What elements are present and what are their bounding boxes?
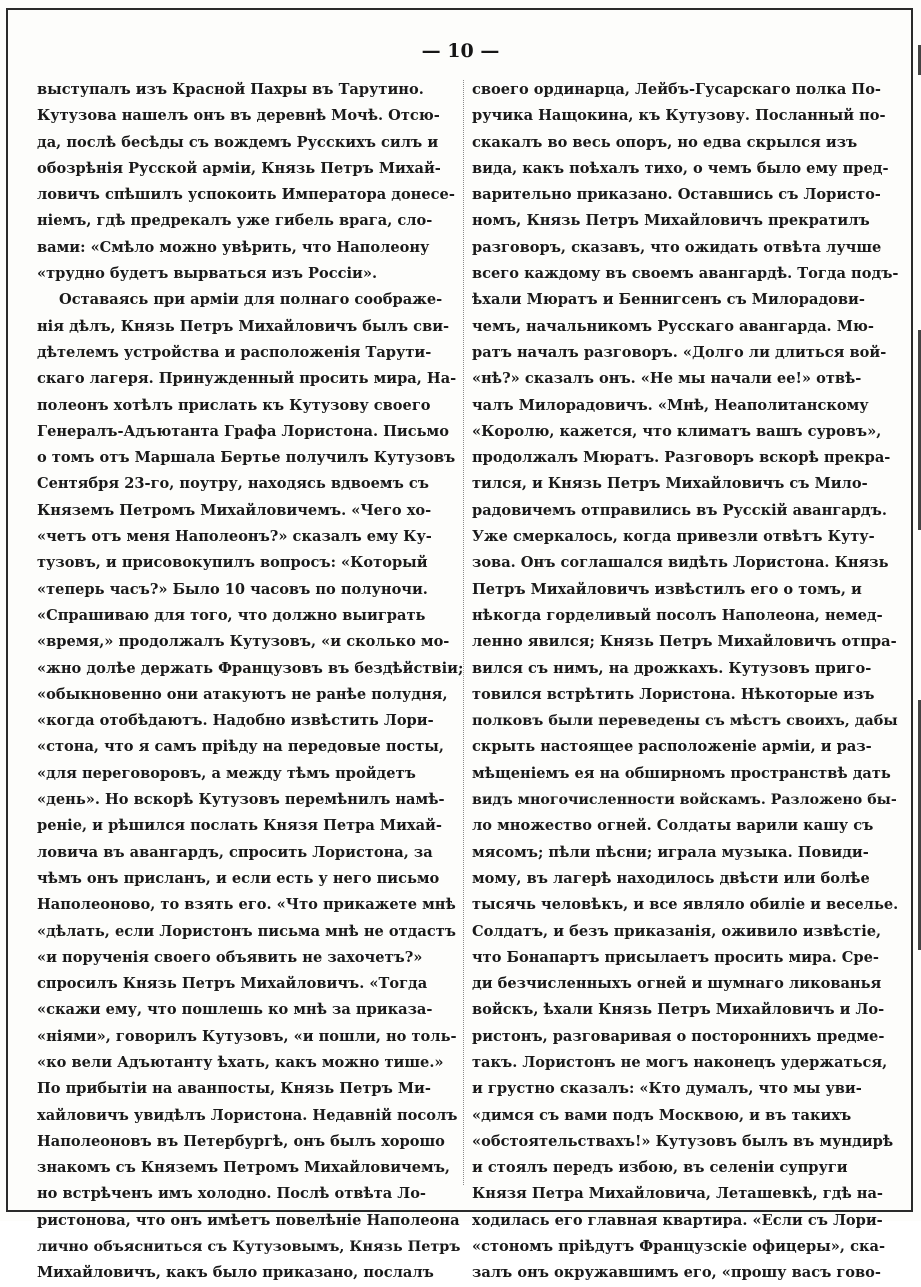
text-line: знакомъ съ Княземъ Петромъ Михайловичемъ,	[37, 1159, 450, 1177]
text-line: полковъ были переведены съ мѣстъ своихъ, дабы	[472, 712, 898, 730]
text-line: «обстоятельствахъ!» Кутузовъ былъ въ мундирѣ	[472, 1132, 894, 1150]
text-line: скаго лагеря. Принужденный просить мира, На-	[37, 370, 457, 388]
text-line: «когда отобѣдаютъ. Надобно извѣстить Лори-	[37, 712, 434, 730]
text-line: «обыкновенно они атакуютъ не ранѣе полудня,	[37, 685, 448, 703]
text-line: но встрѣченъ имъ холодно. Послѣ отвѣта Ло-	[37, 1185, 426, 1203]
text-line: чемъ, начальникомъ Русскаго авангарда. Мю-	[472, 317, 874, 335]
text-line: да, послѣ бесѣды съ вождемъ Русскихъ силъ и	[37, 133, 439, 151]
text-line: ловичъ спѣшилъ успокоить Императора донесе-	[37, 186, 455, 204]
text-line: «димся съ вами подъ Москвою, и въ такихъ	[472, 1106, 852, 1124]
text-line: «и порученія своего объявить не захочетъ?»	[37, 948, 423, 966]
text-line: спросилъ Князь Петръ Михайловичъ. «Тогда	[37, 975, 428, 993]
text-line: Уже смеркалось, когда привезли отвѣтъ Куту-	[472, 528, 875, 546]
text-line: ловича въ авангардъ, спросить Лористона, за	[37, 843, 433, 861]
text-line: «дѣлать, если Лористонъ письма мнѣ не отдастъ	[37, 922, 456, 940]
text-line: ристонъ, разговаривая о постороннихъ предме-	[472, 1027, 885, 1045]
text-line: ручика Нащокина, къ Кутузову. Посланный по-	[472, 107, 886, 125]
text-line: «Спрашиваю для того, что должно выиграть	[37, 606, 426, 624]
text-line: всего каждому въ своемъ авангардѣ. Тогда подъ-	[472, 265, 899, 283]
text-line: чалъ Милорадовичъ. «Мнѣ, Неаполитанскому	[472, 396, 869, 414]
page-number: — 10 —	[421, 40, 500, 62]
text-line: ѣхали Мюратъ и Беннигсенъ съ Милорадови-	[472, 291, 865, 309]
text-line: ратъ началъ разговоръ. «Долго ли длиться вой-	[472, 343, 887, 361]
text-line: мому, въ лагерѣ находилось двѣсти или болѣе	[472, 869, 870, 887]
text-line: полеонъ хотѣлъ прислать къ Кутузову своего	[37, 396, 431, 414]
text-line: залъ онъ окружавшимъ его, «прошу васъ гово-	[472, 1264, 881, 1282]
text-line: товился встрѣтить Лористона. Нѣкоторые изъ	[472, 685, 875, 703]
text-line: тузовъ, и присовокупилъ вопросъ: «Который	[37, 554, 428, 572]
text-line: «скажи ему, что пошлешь ко мнѣ за приказа-	[37, 1001, 433, 1019]
text-line: Кутузова нашелъ онъ въ деревнѣ Мочѣ. Отсю-	[37, 107, 440, 125]
text-line: ходилась его главная квартира. «Если съ Лори-	[472, 1211, 883, 1229]
text-line: выступалъ изъ Красной Пахры въ Тарутино.	[37, 81, 424, 98]
left-column	[37, 77, 465, 1282]
text-line: Михайловичъ, какъ было приказано, послалъ	[37, 1264, 434, 1282]
text-line: Петръ Михайловичъ извѣстилъ его о томъ, и	[472, 580, 862, 598]
text-line: ристонова, что онъ имѣетъ повелѣніе Наполеона	[37, 1211, 460, 1229]
text-line: ло множество огней. Солдаты варили кашу съ	[472, 817, 874, 835]
text-line: такъ. Лористонъ не могъ наконецъ удержаться,	[472, 1053, 888, 1071]
text-line: реніе, и рѣшился послать Князя Петра Михай-	[37, 817, 442, 835]
text-line: ди безчисленныхъ огней и шумнаго ликованья	[472, 975, 882, 993]
text-line: «день». Но вскорѣ Кутузовъ перемѣнилъ намѣ-	[37, 791, 445, 809]
text-line: своего ординарца, Лейбъ-Гусарскаго полка По-	[472, 81, 881, 98]
text-line: зова. Онъ соглашался видѣть Лористона. Князь	[472, 554, 889, 572]
text-line: мѣщеніемъ ея на обширномъ пространствѣ дать	[472, 764, 891, 782]
text-line: о томъ отъ Маршала Бертье получилъ Кутузовъ	[37, 449, 456, 467]
text-line: вида, какъ поѣхалъ тихо, о чемъ было ему пред-	[472, 159, 889, 177]
text-line: «жно долѣе держать Французовъ въ бездѣйствіи;	[37, 659, 464, 677]
text-line: и грустно сказалъ: «Кто думалъ, что мы уви-	[472, 1080, 862, 1098]
text-line: чѣмъ онъ присланъ, и если есть у него письмо	[37, 869, 440, 887]
text-line: нѣкогда горделивый посолъ Наполеона, немед-	[472, 606, 883, 624]
text-line: ніемъ, гдѣ предрекалъ уже гибель врага, сло-	[37, 212, 433, 230]
text-line: тился, и Князь Петръ Михайловичъ съ Мило-	[472, 475, 868, 493]
text-line: Генералъ-Адъютанта Графа Лористона. Письмо	[37, 422, 449, 440]
text-line: Солдатъ, и безъ приказанія, оживило извѣстіе,	[472, 922, 882, 940]
text-line: номъ, Князь Петръ Михайловичъ прекратилъ	[472, 212, 870, 230]
column-divider	[463, 80, 464, 1185]
text-line: Князя Петра Михайловича, Леташевкѣ, гдѣ на-	[472, 1185, 883, 1203]
text-line: Оставаясь при арміи для полнаго соображе-	[59, 291, 443, 309]
text-line: По прибытіи на аванпосты, Князь Петръ Ми-	[37, 1080, 431, 1098]
text-line: «ніями», говорилъ Кутузовъ, «и пошли, но толь-	[37, 1027, 457, 1045]
text-line: «стономъ пріѣдутъ Французскіе офицеры», ска-	[472, 1238, 886, 1256]
text-line: Княземъ Петромъ Михайловичемъ. «Чего хо-	[37, 501, 432, 519]
text-line: «стона, что я самъ пріѣду на передовые посты,	[37, 738, 444, 756]
text-line: «трудно будетъ вырваться изъ Россіи».	[37, 265, 378, 283]
text-line: радовичемъ отправились въ Русскій авангардъ.	[472, 501, 887, 519]
text-line: тысячь человѣкъ, и все являло обиліе и веселье.	[472, 896, 899, 914]
text-line: ленно явился; Князь Петръ Михайловичъ отпра-	[472, 633, 897, 651]
text-line: нія дѣлъ, Князь Петръ Михайловичъ былъ сви-	[37, 317, 450, 335]
text-line: и стоялъ передъ избою, въ селеніи супруги	[472, 1159, 848, 1177]
text-line: «время,» продолжалъ Кутузовъ, «и сколько мо-	[37, 633, 450, 651]
text-line: Сентября 23-го, поутру, находясь вдвоемъ съ	[37, 475, 429, 493]
text-line: скакалъ во весь опоръ, но едва скрылся изъ	[472, 133, 858, 151]
text-line: обозрѣнія Русской арміи, Князь Петръ Михай-	[37, 159, 441, 177]
text-line: вами: «Смѣло можно увѣрить, что Наполеону	[37, 238, 430, 256]
text-line: видъ многочисленности войскамъ. Разложено бы-	[472, 792, 897, 809]
right-column	[472, 77, 900, 1282]
text-line: разговоръ, сказавъ, что ожидать отвѣта лучше	[472, 238, 882, 256]
text-line: хайловичъ увидѣлъ Лористона. Недавній посолъ	[37, 1106, 458, 1124]
text-line: дѣтелемъ устройства и расположенія Тарути-	[37, 343, 432, 361]
text-line: скрыть настоящее расположеніе арміи, и раз-	[472, 738, 872, 756]
text-line: вился съ нимъ, на дрожкахъ. Кутузовъ приго-	[472, 659, 872, 677]
text-line: «теперь часъ?» Было 10 часовъ по полуночи.	[37, 580, 428, 598]
text-line: «ко вели Адъютанту ѣхать, какъ можно тише.»	[37, 1053, 444, 1071]
text-line: Наполеоново, то взять его. «Что прикажете мнѣ	[37, 896, 456, 914]
text-line: «четъ отъ меня Наполеонъ?» сказалъ ему Ку-	[37, 528, 432, 546]
text-line: «для переговоровъ, а между тѣмъ пройдетъ	[37, 764, 416, 782]
text-line: войскъ, ѣхали Князь Петръ Михайловичъ и Ло-	[472, 1001, 885, 1019]
text-line: варительно приказано. Оставшись съ Лористо-	[472, 186, 881, 204]
text-line: лично объясниться съ Кутузовымъ, Князь Петръ	[37, 1238, 461, 1256]
text-line: «нѣ?» сказалъ онъ. «Не мы начали ее!» отвѣ-	[472, 370, 862, 388]
text-line: продолжалъ Мюратъ. Разговоръ вскорѣ прекра-	[472, 449, 891, 467]
text-line: что Бонапартъ присылаетъ просить мира. Сре-	[472, 948, 879, 966]
text-line: Наполеоновъ въ Петербургѣ, онъ былъ хорошо	[37, 1132, 445, 1150]
text-line: мясомъ; пѣли пѣсни; играла музыка. Повиди-	[472, 843, 869, 861]
text-line: «Королю, кажется, что климатъ вашъ суровъ»,	[472, 422, 882, 440]
